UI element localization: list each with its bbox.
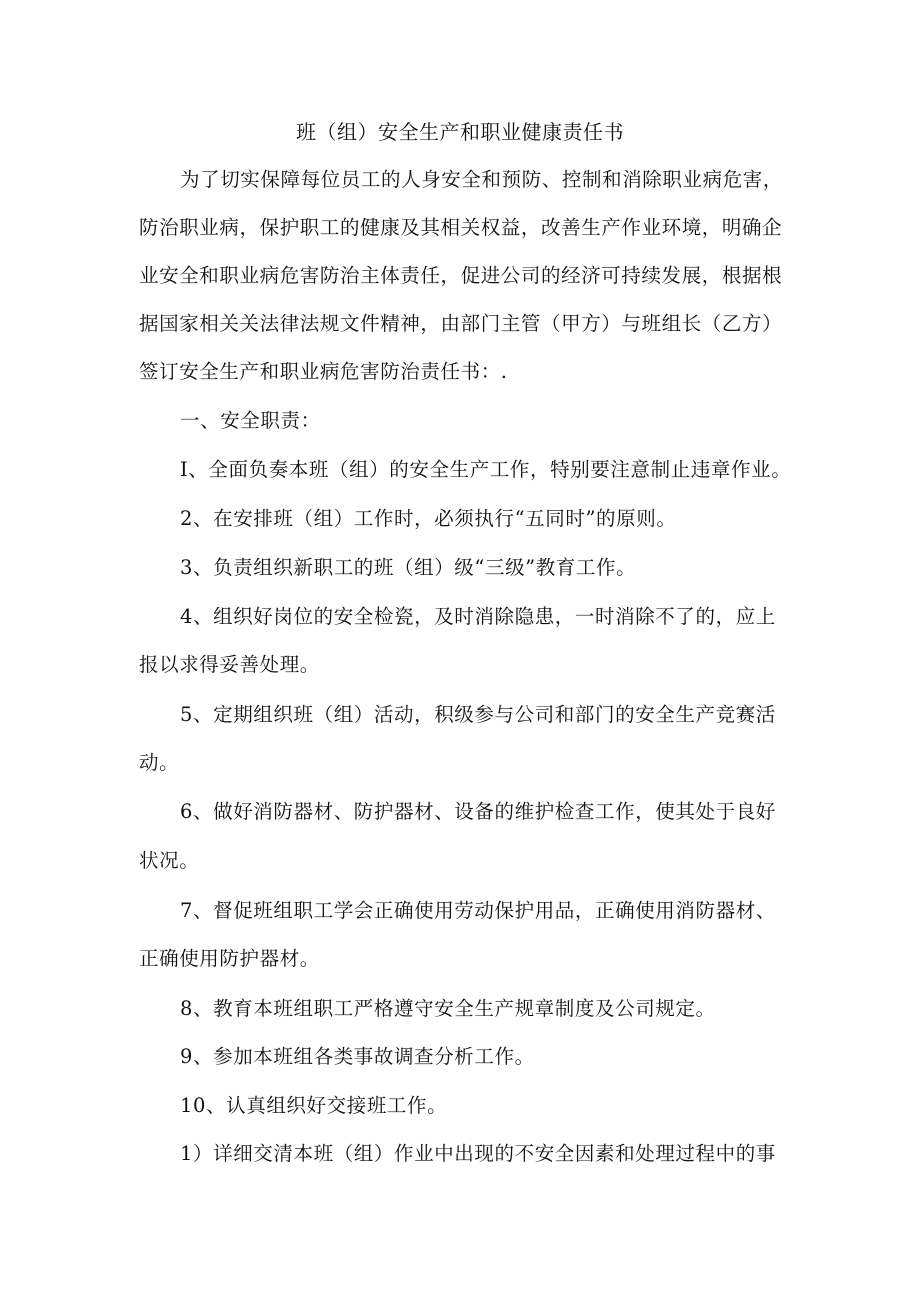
list-item-continuation: 状况。 [139,849,200,872]
paragraph-line: 为了切实保障每位员工的人身安全和预防、控制和消除职业病危害， [180,168,784,191]
section-heading: 一、安全职责： [180,409,321,432]
list-item: 9、参加本班组各类事故调查分析工作。 [180,1045,535,1068]
list-item: 2、在安排班（组）工作时，必须执行“五同时”的原则。 [180,507,677,530]
list-item: 6、做好消防器材、防护器材、设备的维护检查工作，使其处于良好 [180,800,776,823]
list-item: 4、组织好岗位的安全检瓷，及时消除隐患，一时消除不了的，应上 [180,605,776,628]
sub-list-item: 1）详细交清本班（组）作业中出现的不安全因素和处理过程中的事 [180,1142,776,1165]
paragraph-line: 业安全和职业病危害防治主体责任，促进公司的经济可持续发展，根据根 [139,264,783,287]
paragraph-line: 据国家相关关法律法规文件精神，由部门主管（甲方）与班组长（乙方） [139,312,783,335]
list-item: 8、教育本班组职工严格遵守安全生产规章制度及公司规定。 [180,997,716,1020]
list-item-continuation: 动。 [139,751,180,774]
paragraph-line: 签订安全生产和职业病危害防治责任书：. [139,360,508,383]
list-item: 3、负责组织新职工的班（组）级“三级”教育工作。 [180,556,637,579]
list-item: 7、督促班组职工学会正确使用劳动保护用品，正确使用消防器材、 [180,899,776,922]
list-item-continuation: 正确使用防护器材。 [139,947,320,970]
paragraph-line: 防治职业病，保护职工的健康及其相关权益，改善生产作业环境，明确企 [139,216,783,239]
list-item: 10、认真组织好交接班工作。 [180,1094,448,1117]
list-item: 5、定期组织班（组）活动，积级参与公司和部门的安全生产竞赛活 [180,703,776,726]
list-item: I、全面负奏本班（组）的安全生产工作，特别要注意制止违章作业。 [180,458,792,481]
document-title: 班（组）安全生产和职业健康责任书 [296,120,624,144]
list-item-continuation: 报以求得妥善处理。 [139,653,320,676]
